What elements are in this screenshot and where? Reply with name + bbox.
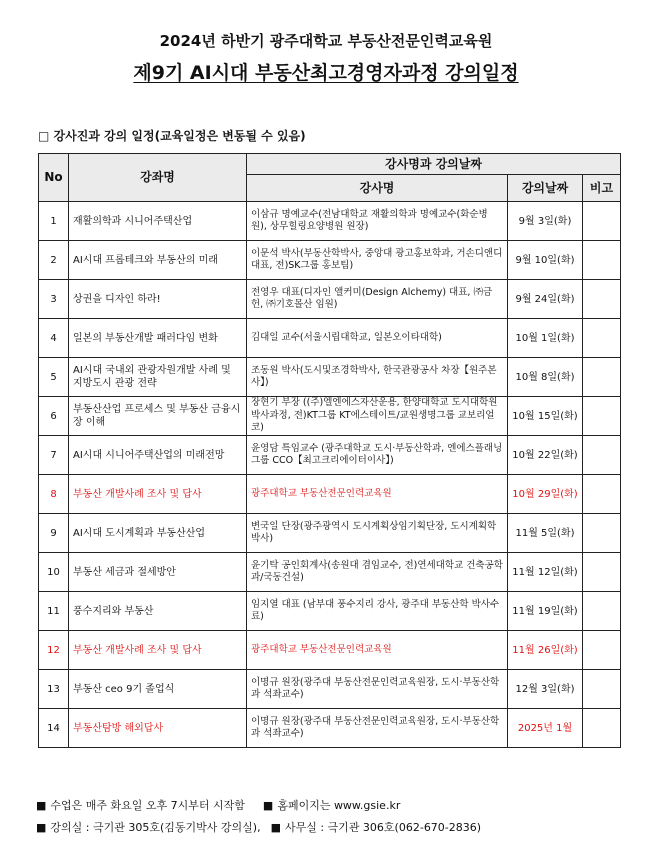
lecture-date: 11월 26일(화)	[508, 631, 583, 670]
note-cell	[583, 436, 621, 475]
header-group: 강사명과 강의날짜	[247, 154, 621, 175]
table-row	[39, 670, 621, 709]
lecture-date: 11월 5일(화)	[508, 514, 583, 553]
speaker-name: 윤기탁 공인회계사(송원대 겸임교수, 전)연세대학교 건축공학과/국동건설)	[247, 553, 508, 592]
speaker-name: 이명규 원장(광주대 부동산전문인력교육원장, 도시·부동산학과 석좌교수)	[247, 709, 508, 748]
row-number: 9	[39, 514, 69, 553]
bullet-square: ■	[36, 799, 47, 812]
row-number: 2	[39, 241, 69, 280]
lecture-date: 11월 12일(화)	[508, 553, 583, 592]
page-title-text: 제9기 AI시대 부동산최고경영자과정 강의일정	[133, 62, 519, 84]
speaker-name: 변국일 단장(광주광역시 도시계획상임기획단장, 도시계획학 박사)	[247, 514, 508, 553]
lecture-date: 2025년 1월	[508, 709, 583, 748]
lecture-date: 10월 29일(화)	[508, 475, 583, 514]
footer-line-1	[36, 797, 400, 813]
bullet-square: ■	[270, 821, 281, 834]
note-cell	[583, 319, 621, 358]
lecture-title: 부동산탐방 해외답사	[69, 709, 247, 748]
lecture-title: 부동산 세금과 절세방안	[69, 553, 247, 592]
speaker-name: 이삼규 명예교수(전남대학교 재활의학과 명예교수(화순병원), 상무힐링요양병원 원장)	[247, 202, 508, 241]
row-number: 10	[39, 553, 69, 592]
note-cell	[583, 202, 621, 241]
table-row	[39, 280, 621, 319]
footer-line-2	[36, 819, 481, 835]
lecture-date: 10월 22일(화)	[508, 436, 583, 475]
table-row	[39, 202, 621, 241]
table-row	[39, 592, 621, 631]
lecture-title: AI시대 국내외 관광자원개발 사례 및 지방도시 관광 전략	[69, 358, 247, 397]
header-speaker: 강사명	[247, 175, 508, 202]
schedule-table	[38, 153, 621, 748]
table-row	[39, 553, 621, 592]
schedule-body	[39, 202, 621, 748]
lecture-date: 9월 10일(화)	[508, 241, 583, 280]
table-row	[39, 319, 621, 358]
note-cell	[583, 475, 621, 514]
table-row	[39, 709, 621, 748]
section-heading: □ 강사진과 강의 일정(교육일정은 변동될 수 있음)	[38, 129, 306, 143]
table-row	[39, 631, 621, 670]
note-cell	[583, 280, 621, 319]
speaker-name: 이명규 원장(광주대 부동산전문인력교육원장, 도시·부동산학과 석좌교수)	[247, 670, 508, 709]
speaker-name: 조동원 박사(도시및조경학박사, 한국관광공사 차장【원주본사】)	[247, 358, 508, 397]
note-cell	[583, 241, 621, 280]
lecture-date: 9월 24일(화)	[508, 280, 583, 319]
table-row	[39, 436, 621, 475]
header-no: No	[39, 154, 69, 202]
table-row	[39, 397, 621, 436]
speaker-name: 이문석 박사(부동산학박사, 중앙대 광고홍보학과, 거손디앤디 대표, 전)SK그룹 홍보팀)	[247, 241, 508, 280]
header-date: 강의날짜	[508, 175, 583, 202]
lecture-title: 부동산 개발사례 조사 및 답사	[69, 631, 247, 670]
lecture-date: 11월 19일(화)	[508, 592, 583, 631]
note-cell	[583, 709, 621, 748]
lecture-title: 부동산 개발사례 조사 및 답사	[69, 475, 247, 514]
row-number: 8	[39, 475, 69, 514]
lecture-date: 12월 3일(화)	[508, 670, 583, 709]
row-number: 3	[39, 280, 69, 319]
page-title	[0, 58, 652, 85]
lecture-title: 풍수지리와 부동산	[69, 592, 247, 631]
classroom-note: 강의실 : 극기관 305호(김동기박사 강의실),	[50, 821, 261, 834]
lecture-title: AI시대 시니어주택산업의 미래전망	[69, 436, 247, 475]
row-number: 7	[39, 436, 69, 475]
table-row	[39, 358, 621, 397]
note-cell	[583, 670, 621, 709]
note-cell	[583, 592, 621, 631]
lecture-date: 10월 1일(화)	[508, 319, 583, 358]
row-number: 14	[39, 709, 69, 748]
row-number: 13	[39, 670, 69, 709]
class-time-note: 수업은 매주 화요일 오후 7시부터 시작함	[50, 799, 245, 812]
bullet-square: ■	[262, 799, 274, 812]
note-cell	[583, 358, 621, 397]
lecture-title: 부동산 ceo 9기 졸업식	[69, 670, 247, 709]
note-cell	[583, 631, 621, 670]
table-row	[39, 241, 621, 280]
lecture-title: 부동산산업 프로세스 및 부동산 금융시장 이해	[69, 397, 247, 436]
table-row	[39, 475, 621, 514]
row-number: 4	[39, 319, 69, 358]
office-note: 사무실 : 극기관 306호(062-670-2836)	[284, 821, 482, 834]
header-note: 비고	[583, 175, 621, 202]
lecture-title: AI시대 도시계획과 부동산산업	[69, 514, 247, 553]
lecture-date: 9월 3일(화)	[508, 202, 583, 241]
lecture-date: 10월 15일(화)	[508, 397, 583, 436]
speaker-name: 전영우 대표(디자인 앨커미(Design Alchemy) 대표, ㈜금헌, ㈜기호몰산 임원)	[247, 280, 508, 319]
row-number: 11	[39, 592, 69, 631]
speaker-name: 임지열 대표 (남부대 풍수지리 강사, 광주대 부동산학 박사수료)	[247, 592, 508, 631]
note-cell	[583, 553, 621, 592]
row-number: 5	[39, 358, 69, 397]
table-row	[39, 514, 621, 553]
row-number: 6	[39, 397, 69, 436]
speaker-name: 김대일 교수(서울시립대학교, 일본오이타대학)	[247, 319, 508, 358]
speaker-name: 윤영담 특임교수 (광주대학교 도시·부동산학과, 엔에스플래닝그룹 CCO【최고크리에이터이사】)	[247, 436, 508, 475]
homepage-note: 홈페이지는 www.gsie.kr	[277, 799, 401, 812]
note-cell	[583, 397, 621, 436]
lecture-title: 상권을 디자인 하라!	[69, 280, 247, 319]
lecture-title: 일본의 부동산개발 패러다임 변화	[69, 319, 247, 358]
note-cell	[583, 514, 621, 553]
lecture-date: 10월 8일(화)	[508, 358, 583, 397]
bullet-square: ■	[36, 821, 47, 834]
header-lecture: 강좌명	[69, 154, 247, 202]
page-subtitle: 2024년 하반기 광주대학교 부동산전문인력교육원	[159, 32, 493, 50]
speaker-name: 광주대학교 부동산전문인력교육원	[247, 631, 508, 670]
lecture-title: 재활의학과 시니어주택산업	[69, 202, 247, 241]
lecture-title: AI시대 프롭테크와 부동산의 미래	[69, 241, 247, 280]
row-number: 1	[39, 202, 69, 241]
speaker-name: 장현기 부장 ((주)엘엔에스자산운용, 한양대학교 도시대학원 박사과정, 전)KT그룹 KT에스테이트/교원생명그룹 교보리얼코)	[247, 397, 508, 436]
row-number: 12	[39, 631, 69, 670]
speaker-name: 광주대학교 부동산전문인력교육원	[247, 475, 508, 514]
